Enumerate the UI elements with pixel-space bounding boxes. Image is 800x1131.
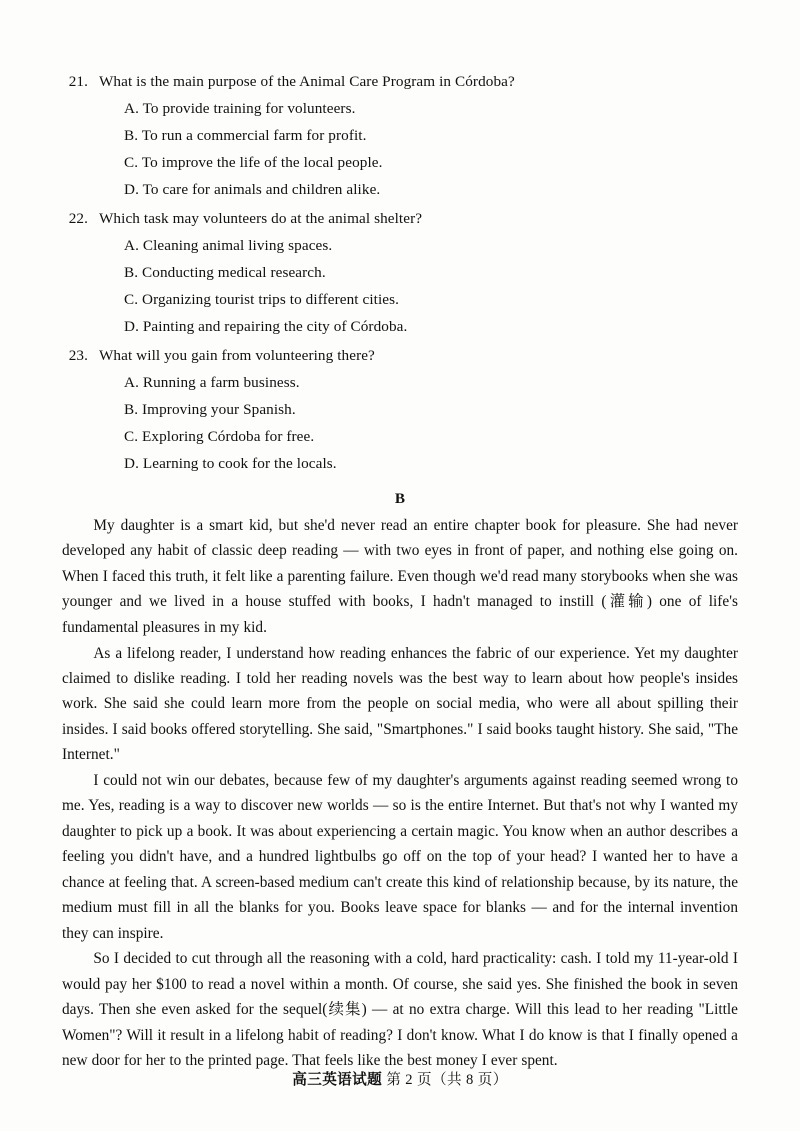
- passage-paragraph: As a lifelong reader, I understand how reading enhances the fabric of our experience. Yet my daughter claimed to dislike reading. I told her reading novels was the best way to learn about how people's insides work. She said she could learn more from the people on social media, who were all about spilling their insides. I said books offered storytelling. She said, "Smartphones." I said books taught history. She said, "The Internet.": [62, 644, 738, 764]
- question-options: [62, 232, 738, 340]
- option-b[interactable]: B. Improving your Spanish.: [124, 401, 296, 418]
- page-footer: [0, 1068, 800, 1089]
- question-number: 21.: [68, 73, 88, 90]
- option-a[interactable]: A. Cleaning animal living spaces.: [124, 237, 333, 254]
- question-block: [62, 342, 738, 477]
- question-stem: [62, 342, 738, 369]
- question-text: Which task may volunteers do at the animal shelter?: [99, 210, 423, 227]
- question-number: 22.: [68, 210, 88, 227]
- passage-paragraph: So I decided to cut through all the reasoning with a cold, hard practicality: cash. I told my 11-year-old I would pay her $100 to read a novel within a month. Of course, she said yes. She finished the book in seven days. Then she even asked for the sequel(续集) — at no extra charge. Will this lead to her reading "Little Women"? Will it result in a lifelong habit of reading? I don't know. What I do know is that I finally opened a new door for her to the printed page. That feels like the best money I ever spent.: [62, 950, 738, 1070]
- question-block: [62, 205, 738, 340]
- option-a[interactable]: A. To provide training for volunteers.: [124, 100, 356, 117]
- question-options: [62, 369, 738, 477]
- option-c[interactable]: C. To improve the life of the local people.: [124, 154, 383, 171]
- question-text: What will you gain from volunteering there?: [99, 347, 375, 364]
- question-stem: [62, 68, 738, 95]
- question-block: [62, 68, 738, 203]
- question-options: [62, 95, 738, 203]
- passage-paragraph: My daughter is a smart kid, but she'd never read an entire chapter book for pleasure. She had never developed any habit of classic deep reading — with two eyes in front of paper, and nothing else going on. When I faced this truth, it felt like a parenting failure. Even though we'd read many storybooks when she was younger and we lived in a house stuffed with books, I hadn't managed to instill (灌输) one of life's fundamental pleasures in my kid.: [62, 517, 738, 636]
- page-content: [62, 68, 738, 1073]
- footer-page-info: 第 2 页（共 8 页）: [386, 1072, 508, 1088]
- option-b[interactable]: B. To run a commercial farm for profit.: [124, 127, 367, 144]
- option-d[interactable]: D. To care for animals and children alike.: [124, 181, 381, 198]
- option-c[interactable]: C. Exploring Córdoba for free.: [124, 428, 315, 445]
- option-d[interactable]: D. Learning to cook for the locals.: [124, 455, 337, 472]
- option-b[interactable]: B. Conducting medical research.: [124, 264, 326, 281]
- option-c[interactable]: C. Organizing tourist trips to different cities.: [124, 291, 400, 308]
- question-text: What is the main purpose of the Animal Care Program in Córdoba?: [99, 73, 515, 90]
- passage-letter: B: [394, 490, 406, 507]
- passage-paragraph: I could not win our debates, because few of my daughter's arguments against reading seemed wrong to me. Yes, reading is a way to discover new worlds — so is the entire Internet. But that's not why I wanted my daughter to pick up a book. It was about experiencing a certain magic. You know when an author describes a feeling you didn't have, and a hundred lightbulbs go off on the top of your head? I wanted her to have a chance at feeling that. A screen-based medium can't create this kind of relationship because, by its nature, the medium must fill in all the blanks for you. Books leave space for blanks — and for the internal invention they can inspire.: [62, 772, 738, 942]
- question-stem: [62, 205, 738, 232]
- question-number: 23.: [68, 347, 88, 364]
- option-a[interactable]: A. Running a farm business.: [124, 374, 300, 391]
- footer-subject: 高三英语试题: [292, 1072, 383, 1088]
- option-d[interactable]: D. Painting and repairing the city of Córdoba.: [124, 318, 408, 335]
